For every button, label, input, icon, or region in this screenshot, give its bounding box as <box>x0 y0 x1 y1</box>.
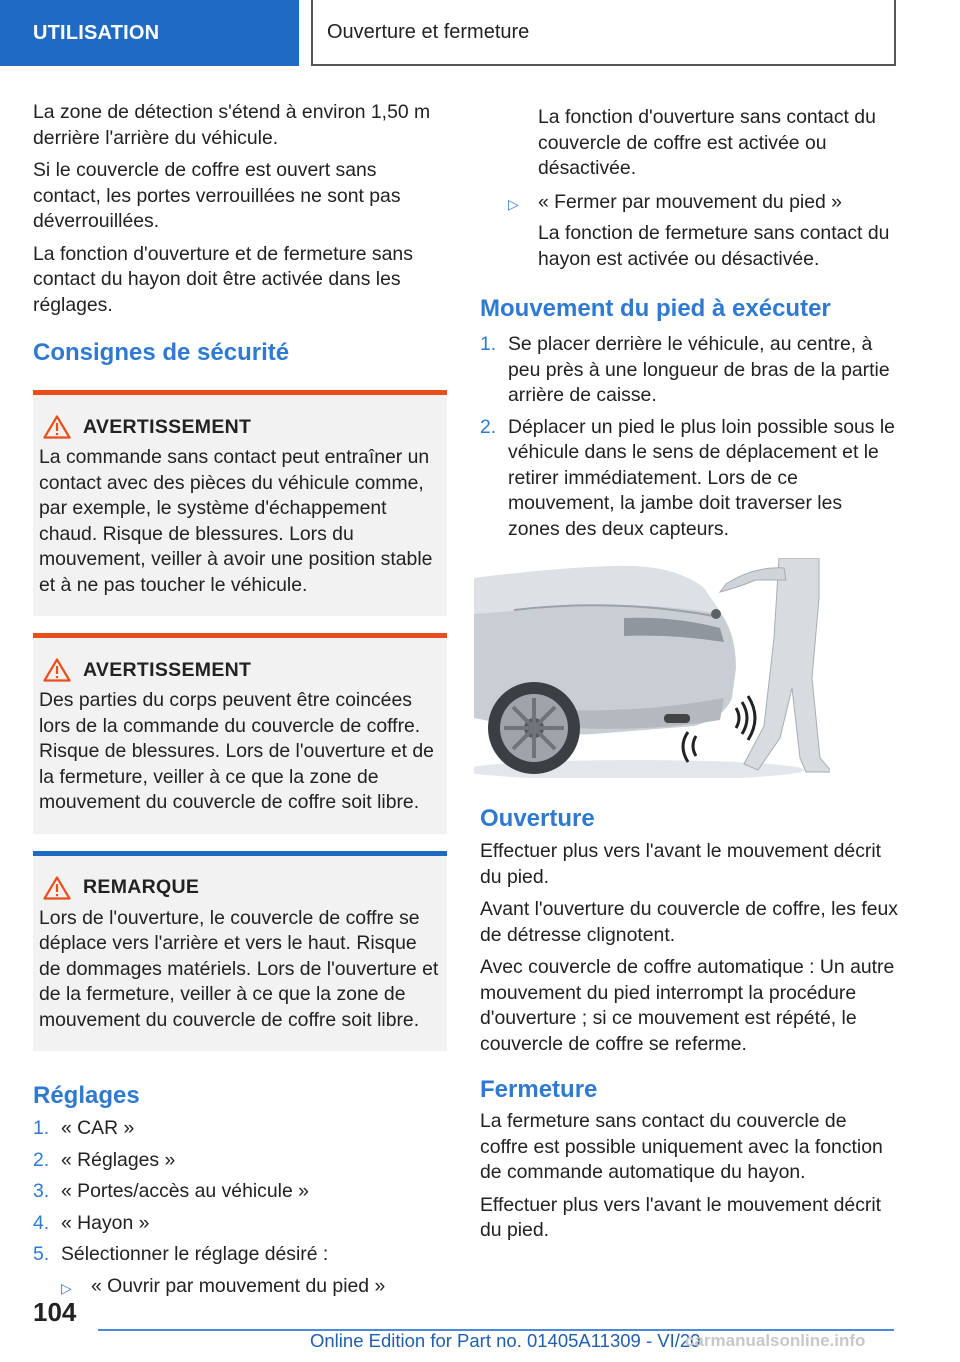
page-number: 104 <box>33 1297 77 1327</box>
step-number: 1. <box>480 333 497 355</box>
edition-text: Online Edition for Part no. 01405A11309 - VI/20 <box>310 1330 701 1351</box>
step-text: « Réglages » <box>61 1148 176 1171</box>
watermark: carmanualsonline.info <box>685 1331 866 1350</box>
list-item <box>480 332 898 409</box>
option-description: La fonction d'ouverture sans contact du couvercle de coffre est activée ou désactivée. <box>538 106 876 179</box>
warning-triangle-icon <box>43 876 71 900</box>
step-number: 5. <box>33 1243 50 1265</box>
closing-paragraph: Effectuer plus vers l'avant le mouvement décrit du pied. <box>480 1193 882 1241</box>
settings-heading: Réglages <box>33 1082 140 1109</box>
foot-movement-heading: Mouvement du pied à exécuter <box>480 295 831 322</box>
list-item <box>33 1179 447 1205</box>
list-item <box>33 1211 447 1237</box>
list-item <box>33 1148 447 1174</box>
step-text: Déplacer un pied le plus loin possible sous le véhicule dans le sens de déplacement et le retirer immédiatement. Lors de ce mouvement, la jambe doit traverser les zones des deux capteurs. <box>508 415 895 540</box>
chapter-title: Ouverture et fermeture <box>311 0 896 66</box>
section-tab: UTILISATION <box>0 0 299 66</box>
step-text: « Hayon » <box>61 1211 150 1234</box>
left-column <box>33 100 447 1301</box>
option-description: La fonction de fermeture sans contact du hayon est activée ou désactivée. <box>538 222 890 270</box>
step-number: 4. <box>33 1211 50 1234</box>
list-item <box>33 1242 447 1268</box>
intro-paragraph: La zone de détection s'étend à environ 1,50 m derrière l'arrière du véhicule. <box>33 101 431 149</box>
note-title: REMARQUE <box>83 876 200 898</box>
option-item <box>508 190 898 218</box>
warning-title: AVERTISSEMENT <box>83 658 252 681</box>
opening-paragraph: Avant l'ouverture du couvercle de coffre, les feux de détresse clignotent. <box>480 898 898 946</box>
opening-heading: Ouverture <box>480 805 595 832</box>
opening-paragraph: Effectuer plus vers l'avant le mouvement décrit du pied. <box>480 840 882 888</box>
warning-text: Des parties du corps peuvent être coincées lors de la commande du couvercle de coffre. Risque de blessures. Lors de l'ouverture et de la fermeture, veiller à ce que la zone de mouvement du couvercle de coffre soit libre. <box>39 689 434 813</box>
foot-steps <box>480 332 898 542</box>
closing-heading: Fermeture <box>480 1076 598 1103</box>
list-item <box>33 1116 447 1142</box>
step-text: « Portes/accès au véhicule » <box>61 1180 309 1202</box>
note-text: Lors de l'ouverture, le couvercle de coffre se déplace vers l'arrière et vers le haut. Risque de dommages matériels. Lors de l'ouverture et de la fermeture, veiller à ce que la zone de mouvement du couvercle de coffre soit libre. <box>39 906 439 1031</box>
triangle-bullet-icon: ▷ <box>61 1279 72 1296</box>
list-item <box>480 415 898 543</box>
note-box <box>33 851 447 1052</box>
step-text: Sélectionner le réglage désiré : <box>61 1243 329 1265</box>
warning-triangle-icon <box>43 415 71 439</box>
warning-title: AVERTISSEMENT <box>83 415 252 438</box>
right-column <box>480 100 898 1251</box>
warning-box <box>33 633 447 834</box>
foot-gesture-illustration <box>474 558 830 778</box>
intro-paragraph: Si le couvercle de coffre est ouvert sans contact, les portes verrouillées ne sont pas déverrouillées. <box>33 159 401 232</box>
step-text: Se placer derrière le véhicule, au centre, à peu près à une longueur de bras de la partie arrière de caisse. <box>508 333 890 406</box>
triangle-bullet-icon: ▷ <box>508 195 519 212</box>
step-number: 1. <box>33 1117 50 1139</box>
warning-text: La commande sans contact peut entraîner un contact avec des pièces du véhicule comme, par exemple, le système d'échappement chaud. Risque de blessures. Lors du mouvement, veiller à avoir une position stable et à ne pas toucher le véhicule. <box>39 446 433 596</box>
option-item <box>61 1274 447 1302</box>
closing-paragraph: La fermeture sans contact du couvercle de coffre est possible uniquement avec la fonction de commande automatique du hayon. <box>480 1110 883 1183</box>
settings-steps <box>33 1116 447 1268</box>
step-number: 2. <box>480 415 497 438</box>
step-text: « CAR » <box>61 1117 135 1139</box>
warning-triangle-icon <box>43 658 71 682</box>
safety-heading: Consignes de sécurité <box>33 339 290 366</box>
intro-paragraph: La fonction d'ouverture et de fermeture sans contact du hayon doit être activée dans les réglages. <box>33 242 413 316</box>
option-text: « Fermer par mouvement du pied » <box>538 190 842 213</box>
step-number: 2. <box>33 1148 50 1171</box>
step-number: 3. <box>33 1180 50 1202</box>
warning-box <box>33 390 447 616</box>
option-text: « Ouvrir par mouvement du pied » <box>91 1274 386 1297</box>
opening-paragraph: Avec couvercle de coffre automatique : Un autre mouvement du pied interrompt la procédure d'ouverture ; si ce mouvement est répété, le couvercle de coffre se referme. <box>480 956 895 1055</box>
